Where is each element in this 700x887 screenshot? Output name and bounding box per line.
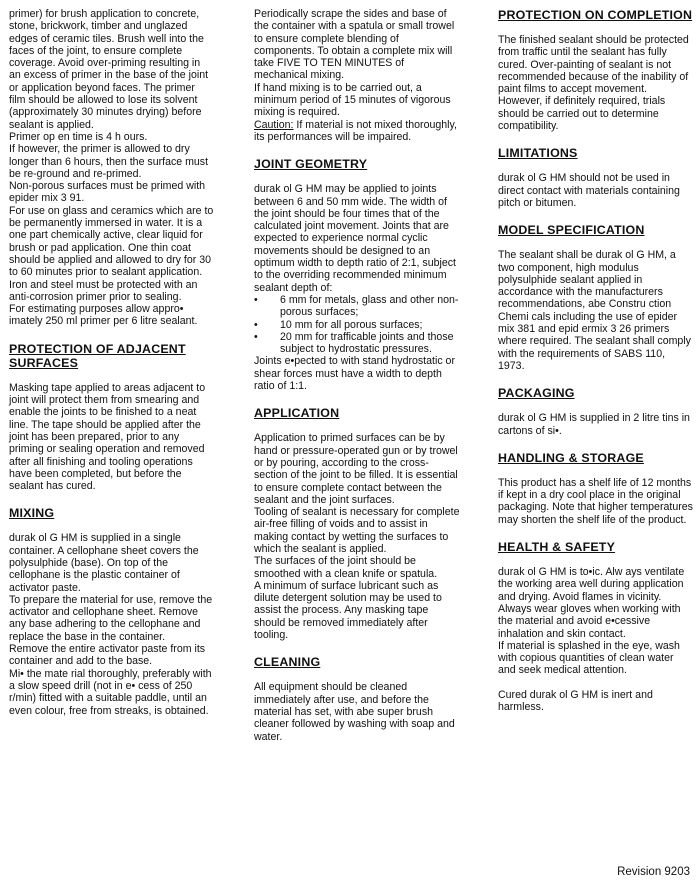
cleaning-heading: CLEANING (254, 655, 321, 670)
glass-ceramics-note: For use on glass and ceramics which are to be permanently immersed in water. It is a one part chemically active, clear liquid for brush or pad application. One thin coat should be applied and allowed to dry for 30 to 60 minutes prior to sealant application. (9, 204, 214, 279)
cleaning-text: All equipment should be cleaned immediately after use, and before the material has set, with abe super brush cleaner followed by washing with soap and water. (254, 681, 455, 743)
revision-label: Revision 9203 (617, 866, 690, 878)
application-paragraph: Tooling of sealant is necessary for complete air-free filling of voids and to assist in making contact by wetting the surfaces to which the sealant is applied. (254, 506, 460, 555)
column-middle (254, 8, 460, 743)
mixing-continued: Periodically scrape the sides and base of the container with a spatula or small trowel to ensure complete blending of components. To obtain a complete mix will take FIVE TO TEN MINUTES of mechanical mixing. (254, 8, 455, 82)
packaging-text: durak ol G HM is supplied in 2 litre tins in cartons of si•. (498, 412, 690, 437)
joint-depth-list (254, 294, 460, 355)
application-heading: APPLICATION (254, 406, 340, 421)
handling-storage-heading: HANDLING & STORAGE (498, 450, 644, 465)
hand-mixing-note: If hand mixing is to be carried out, a minimum period of 15 minutes of vigorous mixing is required. (254, 81, 451, 119)
protection-adjacent-heading: PROTECTION OF ADJACENT SURFACES (9, 341, 186, 370)
joint-geometry-text: durak ol G HM may be applied to joints between 6 and 50 mm wide. The width of the joint should be four times that of the calculated joint movement. Joints that are expected to experience normal cyclic movements should be designed to an optimum width to depth ratio of 2:1, subject to the overriding recommended minimum sealant depth of: (254, 183, 456, 294)
column-left (9, 8, 214, 717)
primer-dry-note: If however, the primer is allowed to dry longer than 6 hours, then the surface must be re-ground and re-primed. (9, 143, 209, 180)
joint-geometry-heading: JOINT GEOMETRY (254, 157, 368, 172)
list-item: • 20 mm for trafficable joints and those subject to hydrostatic pressures. (280, 331, 460, 356)
health-safety-paragraph: durak ol G HM is to•ic. Alw ays ventilate the working area well during application and drying. Avoid flames in vicinity. (498, 566, 685, 603)
list-item: • 6 mm for metals, glass and other non-porous surfaces; (280, 294, 460, 319)
mixing-heading: MIXING (9, 506, 55, 521)
limitations-text: durak ol G HM should not be used in direct contact with materials containing pitch or bitumen. (498, 172, 680, 209)
primer-paragraph: primer) for brush application to concrete, stone, brickwork, timber and unglazed edges of ceramic tiles. Brush well into the faces of the joint, to ensure complete coverage. Avoid over-priming resulting in an excess of primer in the base of the joint or application beyond faces. The primer film should be allowed to lose its solvent (approximately 30 minutes drying) before sealant is applied. (9, 8, 209, 131)
cured-note: Cured durak ol G HM is inert and harmless. (498, 688, 653, 713)
mixing-paragraph: durak ol G HM is supplied in a single container. A cellophane sheet covers the polysulphide (base). On top of the cellophane is the plastic container of activator paste. (9, 532, 199, 594)
mixing-paragraph: Remove the entire activator paste from its container and add to the base. (9, 643, 206, 668)
list-item: • 10 mm for all porous surfaces; (280, 319, 460, 331)
limitations-heading: LIMITATIONS (498, 146, 578, 161)
caution-text: If material is not mixed thoroughly, its performances will be impaired. (254, 118, 457, 143)
protection-completion-text: The finished sealant should be protected from traffic until the sealant has fully cured. Over-painting of sealant is not recommended because of the inability of paint films to accept movement. However, if definitely required, trials should be carried out to determine compatibility. (498, 34, 689, 133)
protection-adjacent-text: Masking tape applied to areas adjacent to joint will protect them from smearing and enable the joints to be finished to a neat line. The tape should be applied after the joint has been prepared, prior to any priming or sealing operation and removed after all finishing and tooling operations have been completed, but before the sealant has cured. (9, 381, 206, 493)
health-safety-paragraph: Always wear gloves when working with the material and avoid e•cessive inhalation and skin contact. (498, 602, 681, 640)
caution-note (254, 119, 460, 144)
application-paragraph: The surfaces of the joint should be smoothed with a clean knife or spatula. (254, 555, 438, 580)
estimating-note: For estimating purposes allow appro• imately 250 ml primer per 6 litre sealant. (9, 303, 198, 328)
non-porous-note: Non-porous surfaces must be primed with epider mix 3 91. (9, 180, 206, 205)
mixing-paragraph: To prepare the material for use, remove the activator and cellophane sheet. Remove any base adhering to the cellophane and replace the base in the container. (9, 593, 213, 643)
health-safety-paragraph: If material is splashed in the eye, wash with copious quantities of clean water and seek medical attention. (498, 639, 680, 677)
column-right (498, 8, 693, 713)
application-paragraph: Application to primed surfaces can be by hand or pressure-operated gun or by trowel or by pouring, according to the cross-section of the joint to be filled. It is essential to ensure complete contact between the sealant and the joint surfaces. (254, 432, 458, 506)
application-paragraph: A minimum of surface lubricant such as dilute detergent solution may be used to assist the process. Any masking tape should be removed immediately after tooling. (254, 579, 442, 642)
model-specification-heading: MODEL SPECIFICATION (498, 223, 645, 238)
protection-completion-heading: PROTECTION ON COMPLETION (498, 8, 693, 22)
caution-label: Caution: (254, 118, 294, 131)
packaging-heading: PACKAGING (498, 386, 575, 401)
handling-storage-text: This product has a shelf life of 12 months if kept in a dry cool place in the original packaging. Note that higher temperatures may shorten the shelf life of the product. (498, 476, 693, 526)
joint-ratio-note: Joints e•pected to with stand hydrostatic or shear forces must have a width to depth ratio of 1:1. (254, 355, 455, 393)
iron-steel-note: Iron and steel must be protected with an anti-corrosion primer prior to sealing. (9, 278, 198, 303)
mixing-paragraph: Mi• the mate rial thoroughly, preferably with a slow speed drill (not in e• cess of 250 r/min) fitted with a suitable paddle, until an even colour, free from streaks, is obtained. (9, 667, 212, 717)
primer-open-time: Primer op en time is 4 h ours. (9, 130, 148, 143)
model-specification-text: The sealant shall be durak ol G HM, a two component, high modulus polysulphide sealant applied in accordance with the manufacturers recommendations, abe Constru ction Chemi cals including the use of epider mix 381 and epid ermix 3 26 primers where required. The sealant shall comply with the requirements of SABS 110, 1973. (498, 249, 691, 372)
health-safety-heading: HEALTH & SAFETY (498, 540, 616, 555)
